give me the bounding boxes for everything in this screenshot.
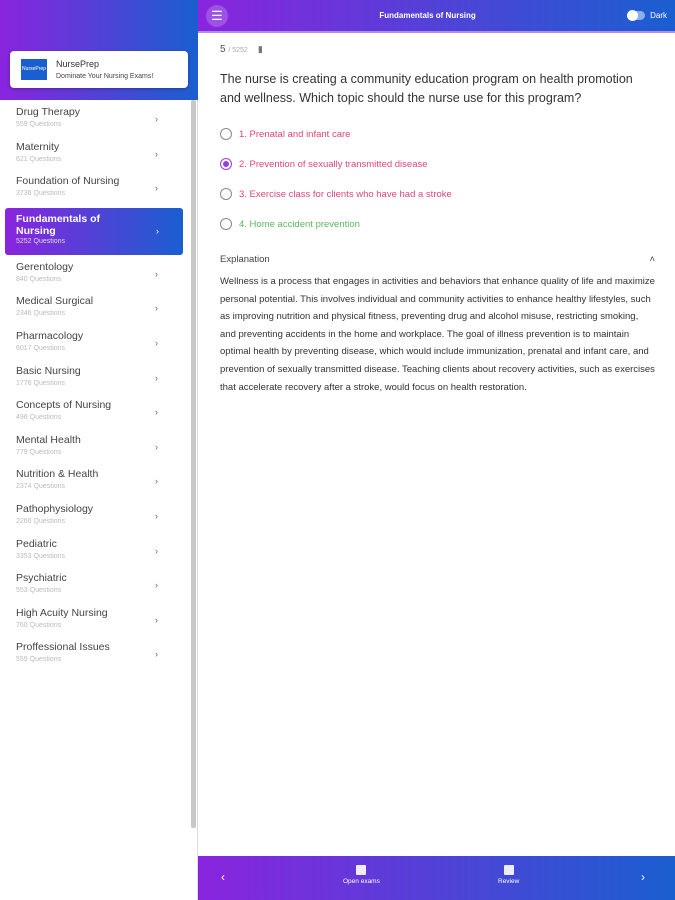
- question-count: 6017 Questions: [16, 344, 66, 352]
- review-label: Review: [498, 878, 520, 885]
- chevron-right-icon: ›: [155, 580, 158, 591]
- category-name: Drug Therapy: [16, 106, 81, 118]
- menu-icon[interactable]: ☰: [206, 5, 228, 27]
- sidebar-item[interactable]: [5, 208, 183, 255]
- sidebar-item[interactable]: [0, 137, 190, 172]
- question-count: 559 Questions: [16, 656, 62, 664]
- prev-button[interactable]: ‹: [221, 870, 225, 884]
- question-count: 3353 Questions: [16, 552, 66, 560]
- app-tagline: Dominate Your Nursing Exams!: [56, 73, 154, 80]
- sidebar-item[interactable]: [0, 603, 190, 638]
- explanation-title: Explanation: [220, 254, 270, 265]
- next-button[interactable]: ›: [641, 870, 645, 884]
- radio-button[interactable]: [220, 218, 232, 230]
- sidebar-item[interactable]: [0, 499, 190, 534]
- chevron-up-icon[interactable]: ˄: [649, 254, 655, 265]
- question-count: 2266 Questions: [16, 517, 66, 525]
- category-name: Fundamentals of Nursing: [16, 212, 101, 237]
- category-name: Nutrition & Health: [16, 468, 99, 481]
- chevron-right-icon: ›: [155, 183, 158, 194]
- question-count: 840 Questions: [16, 275, 62, 283]
- chevron-right-icon: ›: [155, 303, 158, 314]
- category-name: Basic Nursing: [16, 364, 81, 377]
- answer-options: [220, 128, 655, 230]
- sidebar-item[interactable]: [0, 102, 190, 137]
- question-count: 621 Questions: [16, 155, 62, 163]
- category-name: Concepts of Nursing: [16, 399, 112, 412]
- answer-option[interactable]: [220, 128, 655, 140]
- sidebar-item[interactable]: [0, 326, 190, 361]
- sidebar-item[interactable]: [0, 568, 190, 603]
- category-list: [0, 102, 190, 672]
- chevron-right-icon: ›: [155, 441, 158, 452]
- answer-option[interactable]: [220, 158, 655, 170]
- explanation-header[interactable]: [220, 254, 655, 265]
- category-name: Mental Health: [16, 433, 81, 446]
- sidebar-item[interactable]: [0, 361, 190, 396]
- question-count: 2374 Questions: [16, 483, 66, 491]
- review-icon: [504, 865, 514, 875]
- page-title: Fundamentals of Nursing: [379, 11, 476, 20]
- category-name: Pediatric: [16, 537, 57, 550]
- brand-card: [10, 51, 188, 88]
- top-bar: [198, 0, 675, 33]
- chevron-right-icon: ›: [155, 114, 158, 124]
- chevron-right-icon: ›: [155, 476, 158, 487]
- question-count: 1776 Questions: [16, 379, 66, 387]
- chevron-right-icon: ›: [155, 268, 158, 279]
- question-counter: [220, 44, 655, 55]
- option-label: 1. Prenatal and infant care: [239, 128, 351, 140]
- dark-mode-toggle[interactable]: [627, 11, 645, 20]
- review-button[interactable]: [498, 865, 519, 885]
- radio-button[interactable]: [220, 188, 232, 200]
- exams-icon: [356, 865, 366, 875]
- question-count: 760 Questions: [16, 621, 62, 629]
- category-name: Medical Surgical: [16, 295, 94, 308]
- sidebar-item[interactable]: [0, 171, 190, 206]
- current-number: 5: [220, 44, 226, 55]
- radio-button[interactable]: [220, 158, 232, 170]
- chevron-right-icon: ›: [155, 649, 158, 660]
- total-number: / 5252: [228, 47, 248, 54]
- chevron-right-icon: ›: [155, 337, 158, 348]
- sidebar-scrollbar[interactable]: [191, 100, 196, 828]
- sidebar-item[interactable]: [0, 257, 190, 292]
- category-name: Maternity: [16, 140, 60, 153]
- option-label: 4. Home accident prevention: [239, 218, 360, 230]
- question-count: 496 Questions: [16, 414, 62, 422]
- bookmark-icon[interactable]: ▮: [257, 44, 263, 54]
- sidebar: [0, 0, 198, 900]
- category-name: Foundation of Nursing: [16, 175, 120, 188]
- sidebar-item[interactable]: [0, 291, 190, 326]
- question-count: 5252 Questions: [16, 237, 66, 245]
- chevron-right-icon: ›: [155, 614, 158, 625]
- category-name: Psychiatric: [16, 572, 67, 585]
- sidebar-item[interactable]: [0, 395, 190, 430]
- sidebar-item[interactable]: [0, 430, 190, 465]
- explanation-text: Wellness is a process that engages in activities and behaviors that enhance quality of life and maximize personal potential. This involves individual and community activities to enhance healthy lifestyles, such as improving nutrition and physical fitness, preventing drug and alcohol misuse, restricting smoking, and preventing accidents in the home and workplace. The goal of illness prevention is to maintain optimal health by preventing disease, which would include immunization, prenatal and infant care, and prevention of sexually transmitted disease. Teaching clients about recovery activities, such as exercises that accelerate recovery after a stroke, would focus on health restoration.: [220, 276, 655, 393]
- question-count: 3736 Questions: [16, 190, 66, 198]
- question-text: The nurse is creating a community education program on health promotion and wellness. Which topic should the nurse use for this program?: [220, 72, 633, 105]
- chevron-right-icon: ›: [155, 372, 158, 383]
- question-count: 559 Questions: [16, 121, 62, 128]
- option-label: 3. Exercise class for clients who have had a stroke: [239, 188, 452, 200]
- bottom-bar: [198, 856, 675, 900]
- answer-option[interactable]: [220, 188, 655, 200]
- category-name: Proffessional Issues: [16, 641, 110, 654]
- sidebar-item[interactable]: [0, 464, 190, 499]
- category-name: Gerentology: [16, 260, 74, 273]
- question-count: 779 Questions: [16, 448, 62, 456]
- app-name: NursePrep: [56, 59, 100, 69]
- sidebar-item[interactable]: [0, 534, 190, 569]
- category-name: Pharmacology: [16, 329, 84, 342]
- open-exams-button[interactable]: [343, 865, 380, 885]
- sidebar-item[interactable]: [0, 637, 190, 672]
- question-count: 2346 Questions: [16, 310, 66, 318]
- dark-label: Dark: [650, 11, 667, 20]
- app-logo: NursePrep: [21, 59, 47, 80]
- answer-option[interactable]: [220, 218, 655, 230]
- chevron-right-icon: ›: [155, 545, 158, 556]
- category-name: Pathophysiology: [16, 502, 94, 515]
- option-label: 2. Prevention of sexually transmitted disease: [239, 158, 428, 170]
- question-panel: [220, 44, 655, 396]
- radio-button[interactable]: [220, 128, 232, 140]
- category-name: High Acuity Nursing: [16, 606, 108, 619]
- chevron-right-icon: ›: [155, 407, 158, 418]
- sidebar-header: [0, 0, 198, 100]
- chevron-right-icon: ›: [155, 510, 158, 521]
- chevron-right-icon: ›: [155, 148, 158, 159]
- open-exams-label: Open exams: [343, 878, 380, 885]
- question-count: 553 Questions: [16, 587, 62, 595]
- chevron-right-icon: ›: [156, 225, 159, 236]
